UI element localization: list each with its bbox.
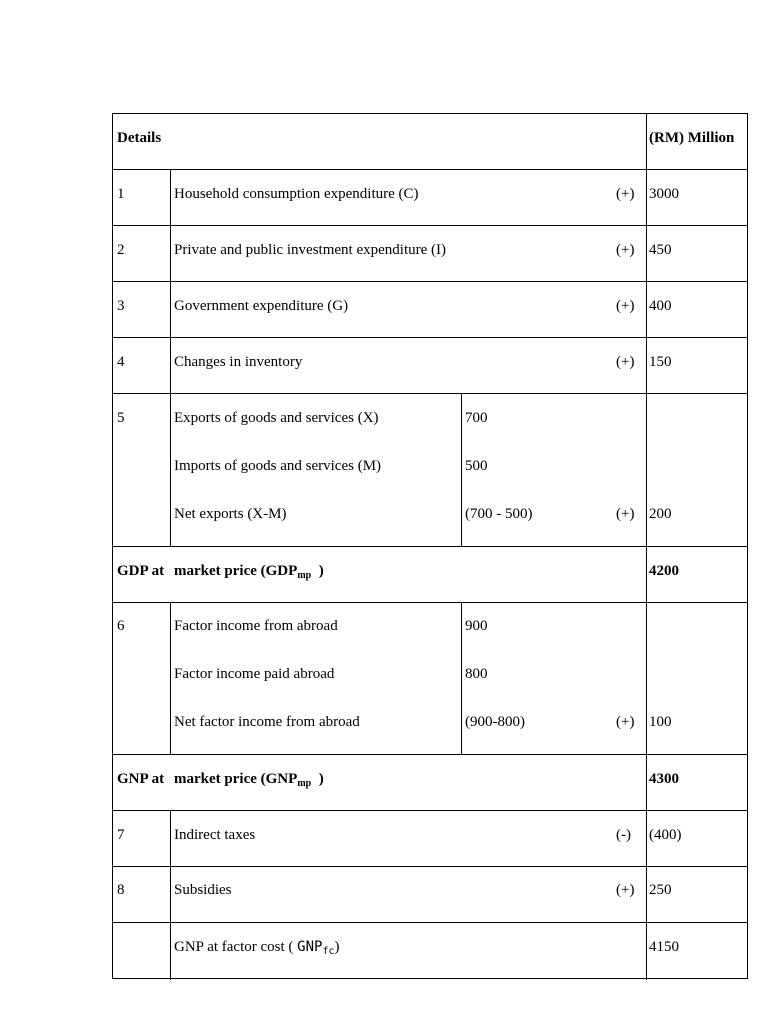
gdp-symbol: GDP (265, 563, 298, 579)
row-description: Household consumption expenditure (C) (174, 186, 419, 202)
row-sign: (+) (616, 354, 635, 370)
row-divider (113, 225, 747, 226)
gnp-subscript: mp (297, 778, 312, 789)
column-divider (170, 169, 171, 546)
row-description: Net exports (X-M) (174, 506, 287, 522)
header-details: Details (117, 130, 162, 146)
row-value: 800 (465, 666, 488, 682)
row-description: Factor income from abroad (174, 618, 338, 634)
row-sign: (-) (616, 827, 631, 843)
row-sign: (+) (616, 882, 635, 898)
row-number: 7 (117, 827, 125, 843)
row-number: 4 (117, 354, 125, 370)
row-description: Exports of goods and services (X) (174, 410, 379, 426)
column-divider (461, 393, 462, 546)
gnp-close: ) (318, 771, 324, 787)
gnp-fc-subscript: fc (322, 946, 335, 957)
row-value: 700 (465, 410, 488, 426)
column-divider (170, 810, 171, 980)
gnp-fc-label (174, 938, 340, 958)
row-amount: 400 (649, 298, 672, 314)
row-value: (900-800) (465, 714, 525, 730)
gnp-label-b (174, 770, 324, 790)
header-amount: (RM) Million (649, 130, 735, 146)
row-number: 3 (117, 298, 125, 314)
row-divider (113, 754, 747, 755)
gnp-fc-text: GNP at factor cost ( (174, 939, 294, 955)
row-sign: (+) (616, 506, 635, 522)
gdp-label-a: GDP at (117, 563, 165, 579)
column-divider (646, 114, 647, 980)
row-amount: 200 (649, 506, 672, 522)
row-sign: (+) (616, 298, 635, 314)
row-description: Net factor income from abroad (174, 714, 360, 730)
row-number: 6 (117, 618, 125, 634)
row-description: Factor income paid abroad (174, 666, 335, 682)
row-divider (113, 281, 747, 282)
gdp-subscript: mp (297, 570, 312, 581)
row-description: Indirect taxes (174, 827, 256, 843)
row-divider (113, 546, 747, 547)
row-number: 2 (117, 242, 125, 258)
gnp-amount: 4300 (649, 771, 679, 787)
row-description: Changes in inventory (174, 354, 303, 370)
row-value: 900 (465, 618, 488, 634)
row-sign: (+) (616, 242, 635, 258)
row-sign: (+) (616, 186, 635, 202)
row-sign: (+) (616, 714, 635, 730)
gdp-close: ) (318, 563, 324, 579)
row-amount: 100 (649, 714, 672, 730)
row-number: 5 (117, 410, 125, 426)
column-divider (170, 602, 171, 754)
row-divider (113, 169, 747, 170)
row-divider (113, 602, 747, 603)
row-value: (700 - 500) (465, 506, 533, 522)
row-divider (113, 866, 747, 867)
row-description: Private and public investment expenditure (I) (174, 242, 446, 258)
row-amount: 3000 (649, 186, 679, 202)
gnp-symbol: GNP (265, 771, 298, 787)
row-amount: 450 (649, 242, 672, 258)
gnp-label-text: market price ( (174, 771, 266, 787)
national-income-table (112, 113, 748, 979)
row-amount: 150 (649, 354, 672, 370)
row-description: Imports of goods and services (M) (174, 458, 382, 474)
row-description: Government expenditure (G) (174, 298, 349, 314)
gdp-label-b (174, 562, 324, 582)
row-divider (113, 922, 747, 923)
gdp-amount: 4200 (649, 563, 679, 579)
gnp-label (117, 770, 164, 788)
row-amount: (400) (649, 827, 682, 843)
row-amount: 250 (649, 882, 672, 898)
gnp-label-a: GNP at (117, 771, 165, 787)
column-divider (461, 602, 462, 754)
row-number: 8 (117, 882, 125, 898)
gnp-fc-amount: 4150 (649, 939, 679, 955)
row-divider (113, 393, 747, 394)
gnp-fc-close: ) (334, 939, 340, 955)
gdp-label-text: market price ( (174, 563, 266, 579)
gnp-fc-symbol: GNP (297, 939, 323, 955)
gdp-label (117, 562, 164, 580)
row-divider (113, 337, 747, 338)
row-number: 1 (117, 186, 125, 202)
row-description: Subsidies (174, 882, 232, 898)
row-value: 500 (465, 458, 488, 474)
row-divider (113, 810, 747, 811)
